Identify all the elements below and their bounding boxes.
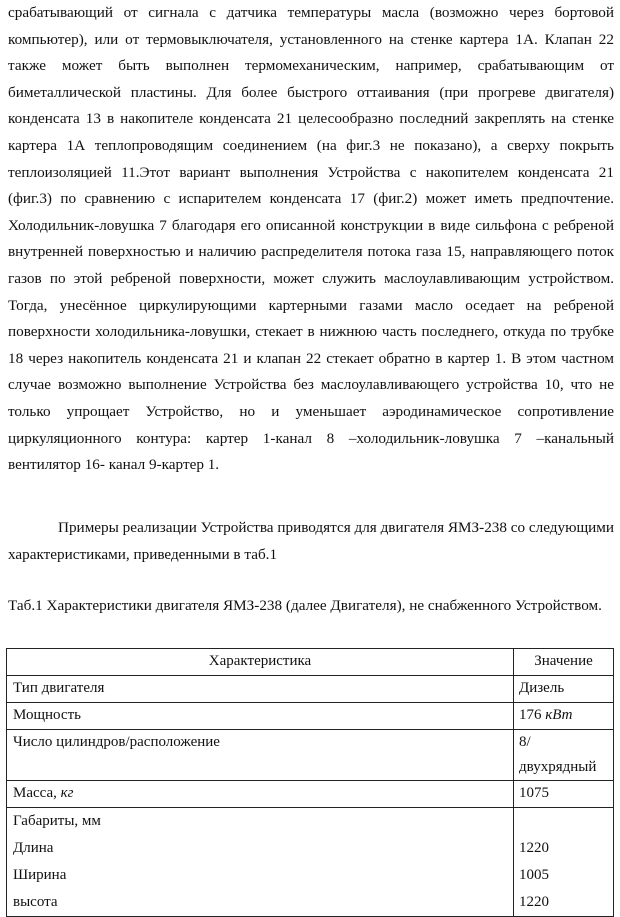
row-value [514,703,614,730]
dimension-label: Длина [13,840,54,856]
dimensions-labels [7,808,514,917]
dimension-label: высота [13,894,58,910]
dimension-label: Ширина [13,867,67,883]
row-label: Тип двигателя [7,676,514,703]
header-characteristic: Характеристика [7,649,514,676]
table-row [7,676,614,703]
table-row [7,730,614,781]
engine-spec-table [6,648,614,917]
power-unit: кВт [545,707,573,723]
row-label: Мощность [7,703,514,730]
dimension-value: 1220 [519,894,549,910]
dimension-value: 1220 [519,840,549,856]
table-caption: Таб.1 Характеристики двигателя ЯМЗ-238 (далее Двигателя), не снабженного Устройством. [8,597,602,614]
power-number: 176 [519,707,542,723]
row-value: 1075 [514,781,614,808]
row-value: 8/двухрядный [514,730,614,781]
table-header-row [7,649,614,676]
table-row-dimensions [7,808,614,917]
dimensions-values [514,808,614,917]
body-paragraph-1: срабатывающий от сигнала с датчика температуры масла (возможно через бортовой компьютер), или от термовыключателя, установленного на стенке картера 1А. Клапан 22 также может быть выполнен термомеханическим, например, срабатывающим от биметаллической пластины. Для более быстрого оттаивания (при прогреве двигателя) конденсата 13 в накопителе конденсата 21 целесообразно последний закреплять на стенке картера 1А теплопроводящим соединением (на фиг.3 не показано), а сверху покрыть теплоизоляцией 11.Этот вариант выполнения Устройства с накопителем конденсата 21 (фиг.3) по сравнению с испарителем конденсата 17 (фиг.2) может иметь предпочтение. Холодильник-ловушка 7 благодаря его описанной конструкции в виде сильфона с ребреной внутренней поверхностью и наличию распределителя потока газа 15, направляющего поток газов по этой ребреной поверхности, может служить маслоулавливающим устройством. Тогда, унесённое циркулирующими картерными газами масло оседает на ребреной поверхности холодильника-ловушки, стекает в нижнюю часть последнего, откуда по трубке 18 через накопитель конденсата 21 и клапан 22 стекает обратно в картер 1. В этом частном случае возможно выполнение Устройства без маслоулавливающего устройства 10, что не только упрощает Устройство, но и уменьшает аэродинамическое сопротивление циркуляционного контура: картер 1-канал 8 –холодильник-ловушка 7 –канальный вентилятор 16- канал 9-картер 1. [8,4,614,474]
mass-unit: кг [60,785,74,801]
header-value: Значение [514,649,614,676]
row-label: Число цилиндров/расположение [7,730,514,781]
body-paragraph-2: Примеры реализации Устройства приводятся для двигателя ЯМЗ-238 со следующими характеристиками, приведенными в таб.1 [8,519,615,563]
row-value: Дизель [514,676,614,703]
table-row [7,781,614,808]
dimensions-title: Габариты, мм [13,813,101,829]
table-row [7,703,614,730]
row-label [7,781,514,808]
dimension-spacer [519,808,607,835]
mass-label: Масса, [13,785,61,801]
dimension-value: 1005 [519,867,549,883]
